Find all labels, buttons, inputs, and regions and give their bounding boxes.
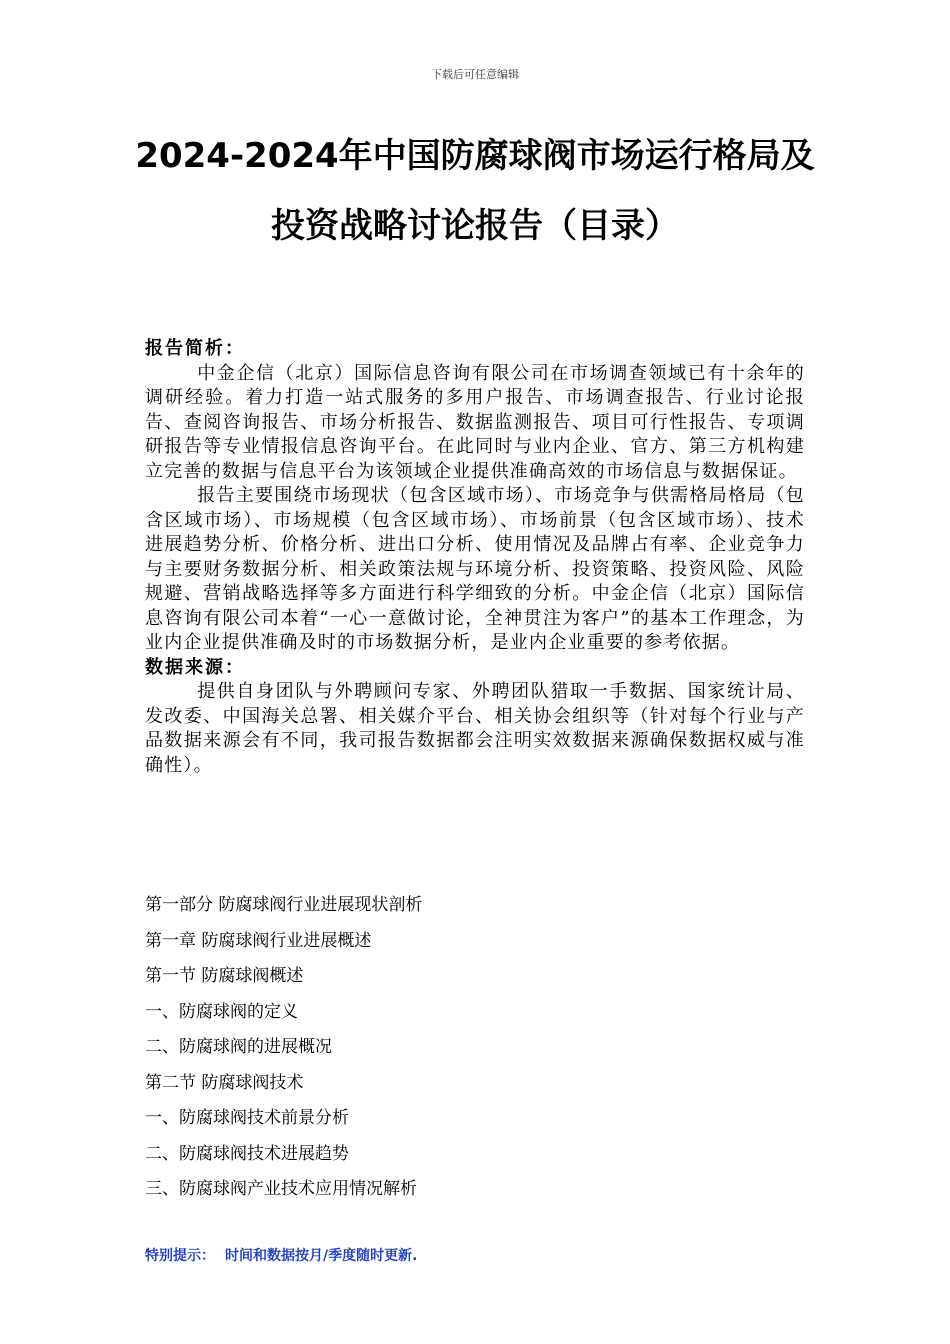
toc-item: 二、防腐球阀技术进展趋势 (145, 1143, 349, 1164)
toc-item: 第一章 防腐球阀行业进展概述 (145, 930, 372, 951)
toc-item: 二、防腐球阀的进展概况 (145, 1037, 332, 1057)
special-notice-label: 特别提示： (145, 1248, 215, 1264)
toc-item: 第一节 防腐球阀概述 (145, 966, 304, 986)
summary-paragraph-2: 报告主要围绕市场现状（包含区域市场）、市场竞争与供需格局格局（包含区域市场）、市场规模（包含区域市场）、市场前景（包含区域市场）、技术进展趋势分析、价格分析、进出口分析、使用情况及品牌占有率、企业竞争力与主要财务数据分析、相关政策法规与环境分析、投资策略、投资风险、风险规避、营销战略选择等多方面进行科学细致的分析。中金企信（北京）国际信息咨询有限公司本着“一心一意做讨论，全神贯注为客户”的基本工作理念，为业内企业提供准确及时的市场数据分析，是业内企业重要的参考依据。 (145, 485, 805, 653)
page-header-note: 下载后可任意编辑 (431, 69, 519, 81)
special-notice-text: 时间和数据按月/季度随时更新. (225, 1248, 418, 1264)
summary-label: 报告简析： (145, 338, 245, 359)
report-title-line-2: 投资战略讨论报告（目录） (271, 206, 679, 246)
toc-item: 第二节 防腐球阀技术 (145, 1072, 304, 1093)
summary-paragraph-1: 中金企信（北京）国际信息咨询有限公司在市场调查领域已有十余年的调研经验。着力打造一站式服务的多用户报告、市场调查报告、行业讨论报告、查阅咨询报告、市场分析报告、数据监测报告、项目可行性报告、专项调研报告等专业情报信息咨询平台。在此同时与业内企业、官方、第三方机构建立完善的数据与信息平台为该领域企业提供准确高效的市场信息与数据保证。 (145, 362, 805, 482)
toc-item: 一、防腐球阀的定义 (145, 1001, 298, 1022)
toc-item: 第一部分 防腐球阀行业进展现状剖析 (145, 895, 423, 915)
data-source-paragraph: 提供自身团队与外聘顾问专家、外聘团队猎取一手数据、国家统计局、发改委、中国海关总署、相关媒介平台、相关协会组织等（针对每个行业与产品数据来源会有不同，我司报告数据都会注明实效数据来源确保数据权威与准确性）。 (145, 681, 805, 776)
summary-section (145, 337, 805, 778)
toc-item: 一、防腐球阀技术前景分析 (145, 1108, 349, 1128)
special-notice (145, 1245, 427, 1265)
toc-item: 三、防腐球阀产业技术应用情况解析 (145, 1179, 417, 1199)
report-title-line-1: 2024-2024年中国防腐球阀市场运行格局及 (135, 136, 815, 176)
data-source-label: 数据来源： (145, 656, 245, 678)
table-of-contents (145, 893, 805, 1213)
